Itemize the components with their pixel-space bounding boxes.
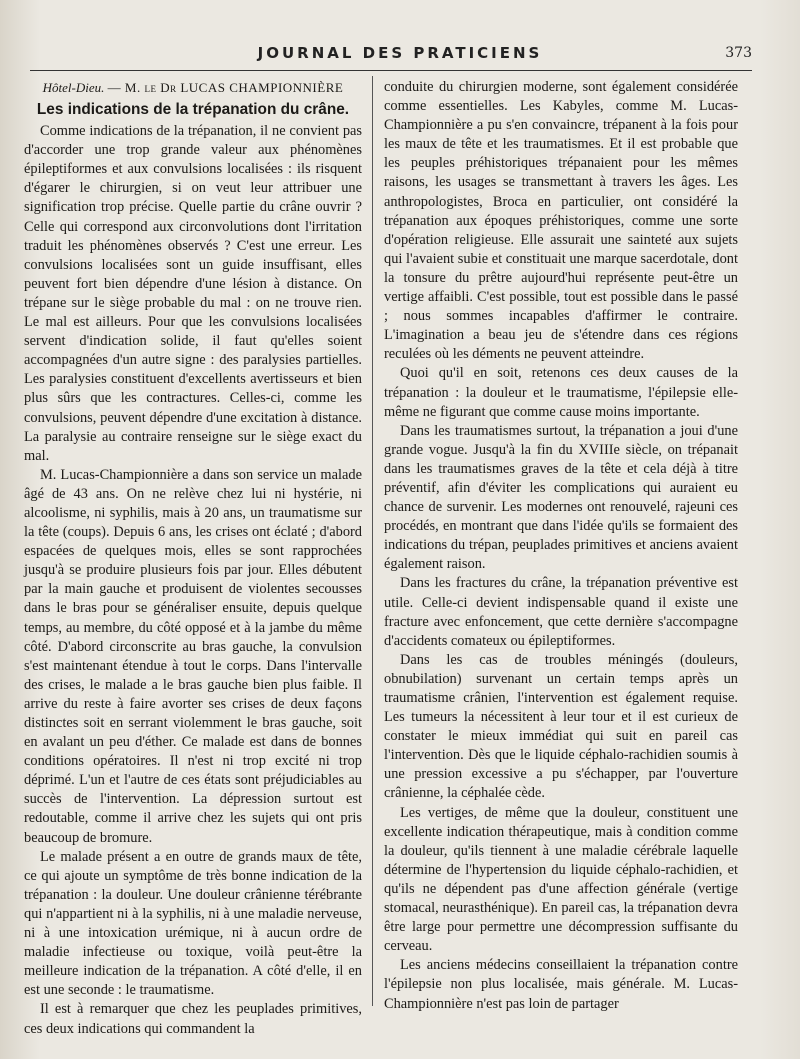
paragraph: M. Lucas-Championnière a dans son service un malade âgé de 43 ans. On ne relève chez lui ni hystérie, ni alcoolisme, ni syphilis, mais à 20 ans, un traumatisme sur la tête (coups). Depuis 6 ans, les crises ont éclaté ; d'abord espacées de quelques mois, elles se sont rapprochées jusqu'à se produire plusieurs fois par jour. Elles débutent par la main gauche et produisent de violentes secousses dans le bras pour se généraliser ensuite, depuis quelque temps, au membre, du côté opposé et à la jambe du même côté. D'abord circonscrite au bras gauche, la convulsion s'est maintenant étendue à tout le corps. Dans l'intervalle des crises, le malade a le bras gauche bien plus faible. Il arrive du reste à faire avorter ses crises de deux façons distinctes soit en serrant violemment le bras gauche, soit en avalant un peu d'éther. Ce malade est dans de bonnes conditions opératoires. Il n'est ni trop excité ni trop déprimé. L'un et l'autre de ces états sont préjudiciables au succès de l'intervention. La dépression surtout est redoutable, comme il arrive chez les sujets qui ont pris beaucoup de bromure.: [24, 466, 362, 846]
paragraph-continued: conduite du chirurgien moderne, sont également considérée comme essentielles. Les Kabyles, comme M. Lucas-Championnière a pu s'en convaincre, trépanent à la fois pour les maux de tête et les traumatismes. Et il est probable que les peuples préhistoriques trépanaient pour les mêmes raisons, les usages se transmettant à travers les âges. Les anthropologistes, Broca en particulier, ont considéré la trépanation aux époques préhistoriques, comme une sorte d'opération religieuse. Elle assurait une sainteté aux sujets qui l'avaient subie et constituait une marque sacerdotale, dont la tonsure du prêtre aujourd'hui représente peut-être un vertige affaibli. C'est possible, tout est possible dans le passé ; nous sommes incapables d'affirmer le contraire. L'imagination a beau jeu de s'étendre dans ces régions reculées où les déments ne peuvent atteindre.: [384, 79, 738, 363]
paragraph: Le malade présent a en outre de grands maux de tête, ce qui ajoute un symptôme de très bonne indication de la trépanation : la douleur. Une douleur crânienne térébrante qui n'appartient ni à la syphilis, ni à une maladie nerveuse, ni à une intoxication urémique, ni à aucun ordre de maladie infectieuse ou toxique, voilà peut-être la meilleure indication de la trépanation. A côté d'elle, il en est une seconde : le traumatisme.: [24, 848, 362, 999]
paragraph: Dans les fractures du crâne, la trépanation préventive est utile. Celle-ci devient indispensable quand il existe une fracture avec enfoncement, que cette dernière s'accompagne d'accidents comateux ou épileptiformes.: [384, 575, 738, 649]
paragraph: Les vertiges, de même que la douleur, constituent une excellente indication thérapeutique, mais à condition comme la douleur, qu'ils tiennent à une maladie cérébrale laquelle détermine de l'hypertension du liquide céphalo-rachidien, et qu'ils ne dépendent pas d'une affection générale (vertige stomacal, neurasthénique). En pareil cas, la trépanation devra être large pour permettre une décompression suffisante du cerveau.: [384, 804, 738, 955]
paragraph: Comme indications de la trépanation, il ne convient pas d'accorder une trop grande valeur aux phénomènes épileptiformes et aux convulsions localisées : ils risquent d'égarer le chirurgien, si on veut leur attribuer une signification trop précise. Quelle partie du crâne ouvrir ? Celle qui correspond aux circonvolutions dont l'irritation traduit les phénomènes observés ? C'est une erreur. Les convulsions localisées sont un guide insuffisant, elles peuvent fort bien dépendre d'une lésion à distance. On trépane sur le siège probable du mal : on ne trouve rien. Le mal est ailleurs. Pour que les convulsions localisées servent d'indication solide, il faut qu'elles soient accompagnées d'un autre signe : des paralysies partielles. Les paralysies constituent d'excellents avertisseurs et bien plus sûrs que les contractures. Celles-ci, comme les convulsions, peuvent dépendre d'une excitation à distance. La paralysie au contraire renseigne sur le siège exact du mal.: [24, 123, 362, 464]
running-header: [0, 38, 800, 68]
paragraph: Les anciens médecins conseillaient la trépanation contre l'épilepsie non plus localisée, mais générale. M. Lucas-Championnière n'est pas loin de partager: [384, 957, 738, 1012]
paragraph: Dans les traumatismes surtout, la trépanation a joui d'une grande vogue. Jusqu'à la fin du XVIIIe siècle, on trépanait dans les traumatismes graves de la tête et cela déjà à titre préventif, afin d'éviter les complications qui auraient eu chance de survenir. Les modernes ont renouvelé, rajeuni ces procédés, en montrant que dans l'idée qu'ils se formaient des indications du trépan, peuplades primitives et anciens avaient également raison.: [384, 422, 738, 573]
journal-title: JOURNAL DES PRATICIENS: [257, 44, 543, 62]
column-divider: [372, 76, 373, 1006]
header-rule: [30, 70, 752, 71]
left-column: [24, 78, 362, 1039]
page-number: 373: [725, 45, 752, 61]
paragraph: Dans les cas de troubles méningés (douleurs, obnubilation) survenant un certain temps après un traumatisme crânien, l'intervention est également requise. Les tumeurs la nécessitent à leur tour et il est curieux de constater le mieux immédiat qui suit en pareil cas l'intervention. Dès que le liquide céphalo-rachidien soumis à une pression excessive a pu s'échapper, par l'ouverture crânienne, la céphalée cède.: [384, 651, 738, 802]
paragraph: Il est à remarquer que chez les peuplades primitives, ces deux indications qui commandent la: [24, 1001, 362, 1037]
paragraph: Quoi qu'il en soit, retenons ces deux causes de la trépanation : la douleur et le traumatisme, l'épilepsie elle-même ne figurant que comme cause moins importante.: [384, 365, 738, 420]
byline-place: Hôtel-Dieu.: [42, 80, 105, 95]
byline-author: — M. le Dr LUCAS CHAMPIONNIÈRE: [107, 80, 344, 95]
article-byline: [24, 78, 362, 97]
right-column: [384, 78, 738, 1014]
article-title: Les indications de la trépanation du crâne.: [36, 101, 350, 119]
